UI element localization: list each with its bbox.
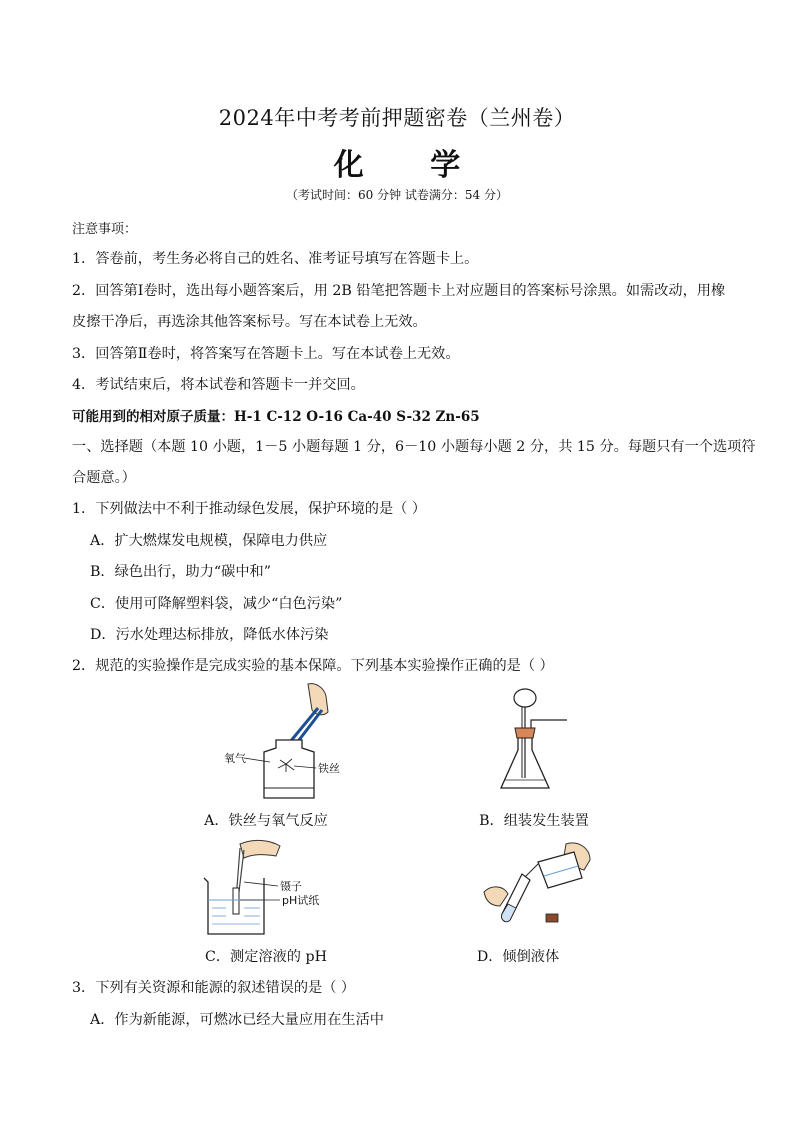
q3-option-a: A．作为新能源，可燃冰已经大量应用在生活中 <box>90 1012 384 1028</box>
atomic-masses: 可能用到的相对原子质量：H-1 C-12 O-16 Ca-40 S-32 Zn-65 <box>72 409 480 425</box>
figure-c-ph-test <box>200 838 340 938</box>
section-header: 一、选择题（本题 10 小题，1－5 小题每题 1 分，6－10 小题每小题 2 分，共 15 分。每题只有一个选项符 <box>72 439 756 455</box>
note-item: 4．考试结束后，将本试卷和答题卡一并交回。 <box>72 377 365 393</box>
q1-option-d: D．污水处理达标排放，降低水体污染 <box>90 627 329 643</box>
question-1-stem: 1．下列做法中不利于推动绿色发展，保护环境的是（ ） <box>72 501 427 517</box>
figure-b-flask-apparatus <box>495 688 575 803</box>
q1-option-c: C．使用可降解塑料袋，减少“白色污染” <box>90 596 343 612</box>
notes-heading: 注意事项： <box>72 222 138 237</box>
q2-caption-d: D．倾倒液体 <box>476 949 560 965</box>
question-3-stem: 3．下列有关资源和能源的叙述错误的是（ ） <box>72 980 356 996</box>
note-item: 1．答卷前，考生务必将自己的姓名、准考证号填写在答题卡上。 <box>72 251 479 267</box>
q1-option-b: B．绿色出行，助力“碳中和” <box>90 564 271 580</box>
q2-caption-a: A．铁丝与氧气反应 <box>204 813 328 829</box>
label-iron-wire: 铁丝 <box>318 762 340 775</box>
figure-a-iron-wire <box>220 680 350 805</box>
label-oxygen: 氧气 <box>224 752 246 765</box>
q1-option-a: A．扩大燃煤发电规模，保障电力供应 <box>90 533 328 549</box>
q2-caption-b: B．组装发生装置 <box>479 813 589 829</box>
question-2-stem: 2．规范的实验操作是完成实验的基本保障。下列基本实验操作正确的是（ ） <box>72 658 554 674</box>
page-title: 2024年中考考前押题密卷（兰州卷） <box>218 106 576 130</box>
exam-info: （考试时间：60 分钟 试卷满分：54 分） <box>286 188 508 202</box>
section-header-cont: 合题意。） <box>72 470 136 486</box>
label-tweezers: 镊子 <box>280 880 302 893</box>
subject-title: 化 学 <box>333 148 489 183</box>
note-item: 3．回答第Ⅱ卷时，将答案写在答题卡上。写在本试卷上无效。 <box>72 346 460 362</box>
label-ph-paper: pH试纸 <box>282 894 320 907</box>
note-item: 2．回答第Ⅰ卷时，选出每小题答案后，用 2B 铅笔把答题卡上对应题目的答案标号涂黑。如需改动，用橡 <box>72 283 726 299</box>
q2-caption-c: C．测定溶液的 pH <box>205 949 327 965</box>
note-item: 皮擦干净后，再选涂其他答案标号。写在本试卷上无效。 <box>72 314 427 330</box>
figure-d-pouring-liquid <box>478 840 598 930</box>
